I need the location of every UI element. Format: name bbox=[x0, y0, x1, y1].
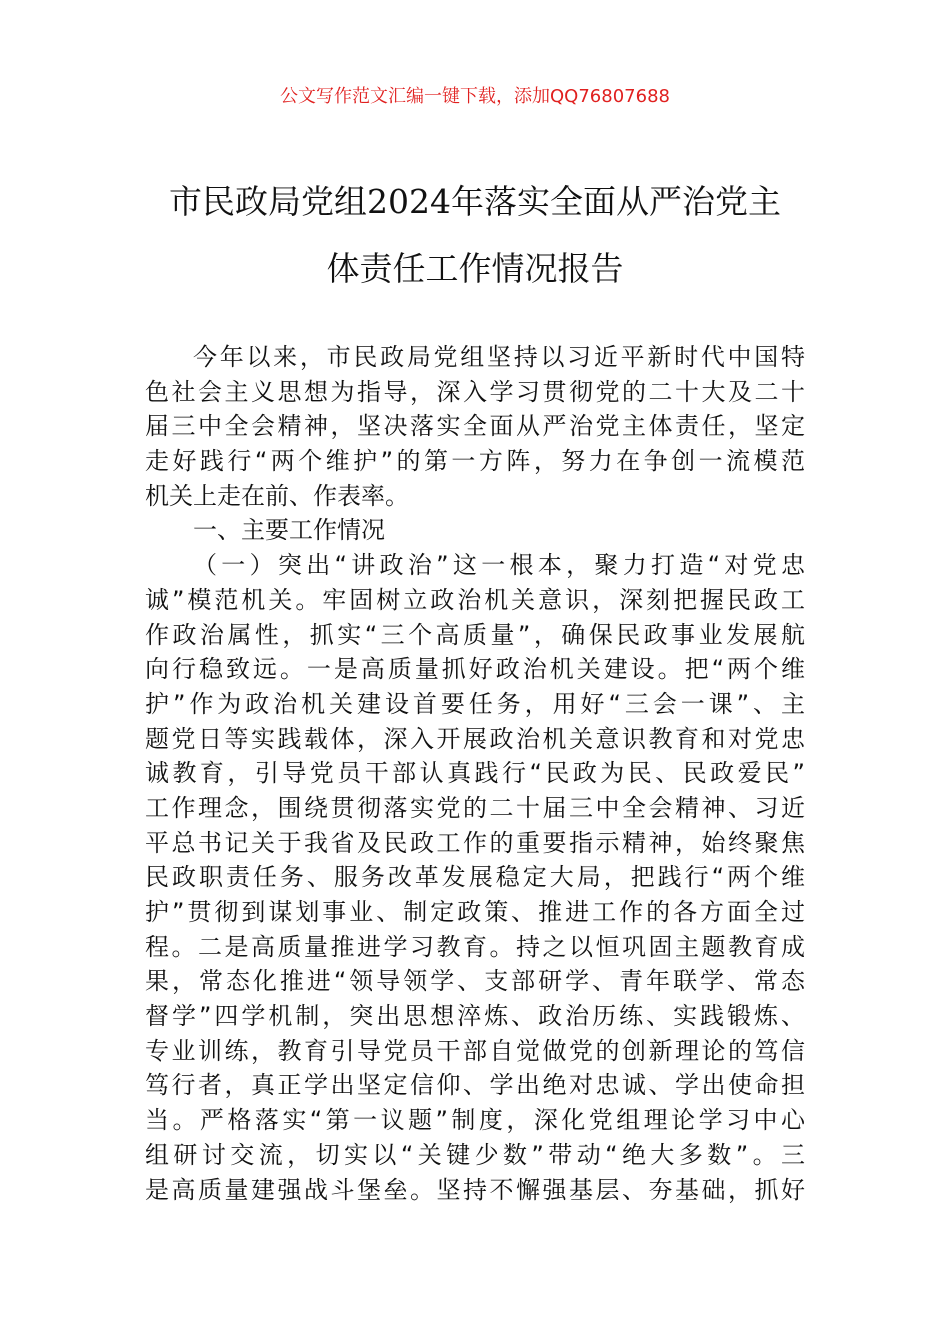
text-line: 工作理念，围绕贯彻落实党的二十届三中全会精神、习近 bbox=[145, 793, 805, 822]
text-line: 是高质量建强战斗堡垒。坚持不懈强基层、夯基础，抓好 bbox=[145, 1175, 805, 1204]
text-line: 护”贯彻到谋划事业、制定政策、推进工作的各方面全过 bbox=[145, 898, 805, 926]
text-line: 督学”四学机制，突出思想淬炼、政治历练、实践锻炼、 bbox=[145, 1002, 805, 1031]
text-line: 笃行者，真正学出坚定信仰、学出绝对忠诚、学出使命担 bbox=[145, 1071, 805, 1100]
text-line: 色社会主义思想为指导，深入学习贯彻党的二十大及二十 bbox=[145, 377, 805, 406]
text-line: 题党日等实践载体，深入开展政治机关意识教育和对党忠 bbox=[145, 724, 805, 753]
text-line: 诚教育，引导党员干部认真践行“民政为民、民政爱民” bbox=[145, 759, 805, 788]
paragraph bbox=[145, 340, 805, 513]
text-line: 程。二是高质量推进学习教育。持之以恒巩固主题教育成 bbox=[145, 932, 805, 961]
title-line-2: 体责任工作情况报告 bbox=[326, 249, 624, 288]
text-line: 当。严格落实“第一议题”制度，深化党组理论学习中心 bbox=[145, 1106, 805, 1135]
text-line: 一、主要工作情况 bbox=[193, 516, 385, 545]
text-line: 民政职责任务、服务改革发展稳定大局，把践行“两个维 bbox=[145, 863, 805, 892]
text-line: 诚”模范机关。牢固树立政治机关意识，深刻把握民政工 bbox=[145, 585, 805, 614]
document-title bbox=[145, 168, 805, 302]
text-line: 走好践行“两个维护”的第一方阵，努力在争创一流模范 bbox=[145, 447, 805, 476]
text-line: 机关上走在前、作表率。 bbox=[145, 481, 409, 510]
watermark-banner: 公文写作范文汇编一键下载，添加QQ76807688 bbox=[280, 86, 670, 107]
text-line: 作政治属性，抓实“三个高质量”，确保民政事业发展航 bbox=[145, 620, 805, 649]
paragraph bbox=[145, 548, 805, 1207]
text-line: 届三中全会精神，坚决落实全面从严治党主体责任，坚定 bbox=[145, 412, 805, 441]
text-line: 平总书记关于我省及民政工作的重要指示精神，始终聚焦 bbox=[145, 828, 805, 857]
title-line-1: 市民政局党组2024年落实全面从严治党主 bbox=[169, 182, 781, 221]
text-line: 专业训练，教育引导党员干部自觉做党的创新理论的笃信 bbox=[145, 1036, 805, 1065]
document-body bbox=[145, 340, 805, 1207]
text-line: 向行稳致远。一是高质量抓好政治机关建设。把“两个维 bbox=[145, 655, 805, 684]
section-heading bbox=[145, 513, 805, 548]
text-line: （一）突出“讲政治”这一根本，聚力打造“对党忠 bbox=[193, 551, 805, 580]
text-line: 组研讨交流，切实以“关键少数”带动“绝大多数”。三 bbox=[145, 1140, 805, 1169]
text-line: 今年以来，市民政局党组坚持以习近平新时代中国特 bbox=[193, 343, 805, 371]
text-line: 果，常态化推进“领导领学、支部研学、青年联学、常态 bbox=[145, 967, 805, 996]
text-line: 护”作为政治机关建设首要任务，用好“三会一课”、主 bbox=[145, 689, 805, 718]
